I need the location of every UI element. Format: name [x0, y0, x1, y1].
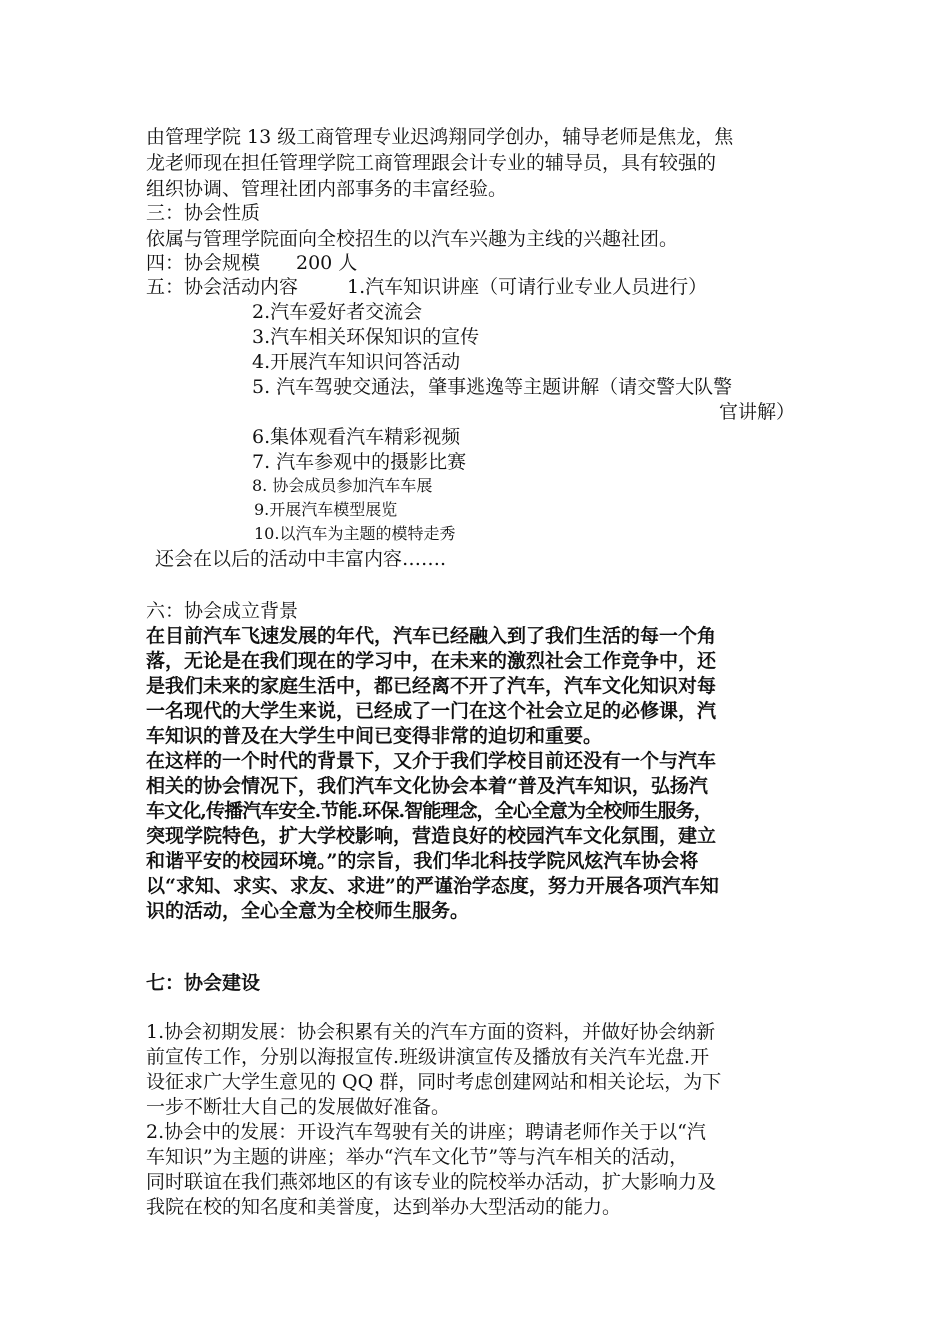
background-line: 在这样的一个时代的背景下，又介于我们学校目前还没有一个与汽车 [146, 750, 717, 772]
activity-closing: 还会在以后的活动中丰富内容……. [155, 548, 447, 570]
background-line: 以“求知、求实、求友、求进”的严谨治学态度，努力开展各项汽车知 [146, 875, 719, 897]
intro-line: 龙老师现在担任管理学院工商管理跟会计专业的辅导员，具有较强的 [146, 152, 717, 174]
intro-line: 组织协调、管理社团内部事务的丰富经验。 [146, 178, 508, 200]
construction-line: 一步不断壮大自己的发展做好准备。 [146, 1096, 451, 1118]
activity-item: 6.集体观看汽车精彩视频 [252, 426, 461, 448]
background-line: 落，无论是在我们现在的学习中，在未来的激烈社会工作竞争中，还 [146, 650, 717, 672]
activity-item: 7. 汽车参观中的摄影比赛 [252, 451, 467, 473]
section4-heading: 四：协会规模 [146, 252, 261, 274]
section4-value: 200 人 [296, 252, 358, 274]
activity-item: 3.汽车相关环保知识的宣传 [252, 326, 480, 348]
construction-line: 车知识”为主题的讲座；举办“汽车文化节”等与汽车相关的活动， [146, 1146, 689, 1168]
construction-line: 设征求广大学生意见的 QQ 群，同时考虑创建网站和相关论坛，为下 [146, 1071, 722, 1093]
construction-line: 1.协会初期发展：协会积累有关的汽车方面的资料，并做好协会纳新 [146, 1021, 716, 1043]
activity-item: 10.以汽车为主题的模特走秀 [254, 524, 456, 543]
activity-item: 8. 协会成员参加汽车车展 [252, 476, 433, 495]
section6-heading: 六：协会成立背景 [146, 600, 299, 622]
section5-heading: 五：协会活动内容 [146, 276, 299, 298]
intro-line: 由管理学院 13 级工商管理专业迟鸿翔同学创办，辅导老师是焦龙，焦 [146, 126, 734, 148]
background-line: 在目前汽车飞速发展的年代，汽车已经融入到了我们生活的每一个角 [146, 625, 717, 647]
background-line: 突现学院特色，扩大学校影响，营造良好的校园汽车文化氛围，建立 [146, 825, 717, 847]
activity-item: 4.开展汽车知识问答活动 [252, 351, 461, 373]
background-line: 识的活动，全心全意为全校师生服务。 [146, 900, 470, 922]
section7-heading: 七：协会建设 [146, 972, 261, 994]
activity-item: 5. 汽车驾驶交通法，肇事逃逸等主题讲解（请交警大队警 [252, 376, 733, 398]
activity-item: 9.开展汽车模型展览 [254, 500, 398, 519]
activity-item: 2.汽车爱好者交流会 [252, 301, 423, 323]
background-line: 相关的协会情况下，我们汽车文化协会本着“普及汽车知识，弘扬汽 [146, 775, 708, 797]
activity-item: 1.汽车知识讲座（可请行业专业人员进行） [347, 276, 708, 298]
background-line: 和谐平安的校园环境。”的宗旨，我们华北科技学院风炫汽车协会将 [146, 850, 699, 872]
section3-heading: 三：协会性质 [146, 202, 261, 224]
background-line: 一名现代的大学生来说，已经成了一门在这个社会立足的必修课，汽 [146, 700, 717, 722]
activity-item-continued: 官讲解） [719, 401, 796, 423]
construction-line: 我院在校的知名度和美誉度，达到举办大型活动的能力。 [146, 1196, 622, 1218]
background-line: 车知识的普及在大学生中间已变得非常的迫切和重要。 [146, 725, 603, 747]
section3-body: 依属与管理学院面向全校招生的以汽车兴趣为主线的兴趣社团。 [146, 228, 679, 250]
background-line: 车文化,传播汽车安全.节能.环保.智能理念，全心全意为全校师生服务， [146, 800, 712, 822]
construction-line: 前宣传工作，分别以海报宣传.班级讲演宣传及播放有关汽车光盘.开 [146, 1046, 710, 1068]
construction-line: 同时联谊在我们燕郊地区的有该专业的院校举办活动，扩大影响力及 [146, 1171, 717, 1193]
background-line: 是我们未来的家庭生活中，都已经离不开了汽车，汽车文化知识对每 [146, 675, 717, 697]
construction-line: 2.协会中的发展：开设汽车驾驶有关的讲座；聘请老师作关于以“汽 [146, 1121, 706, 1143]
